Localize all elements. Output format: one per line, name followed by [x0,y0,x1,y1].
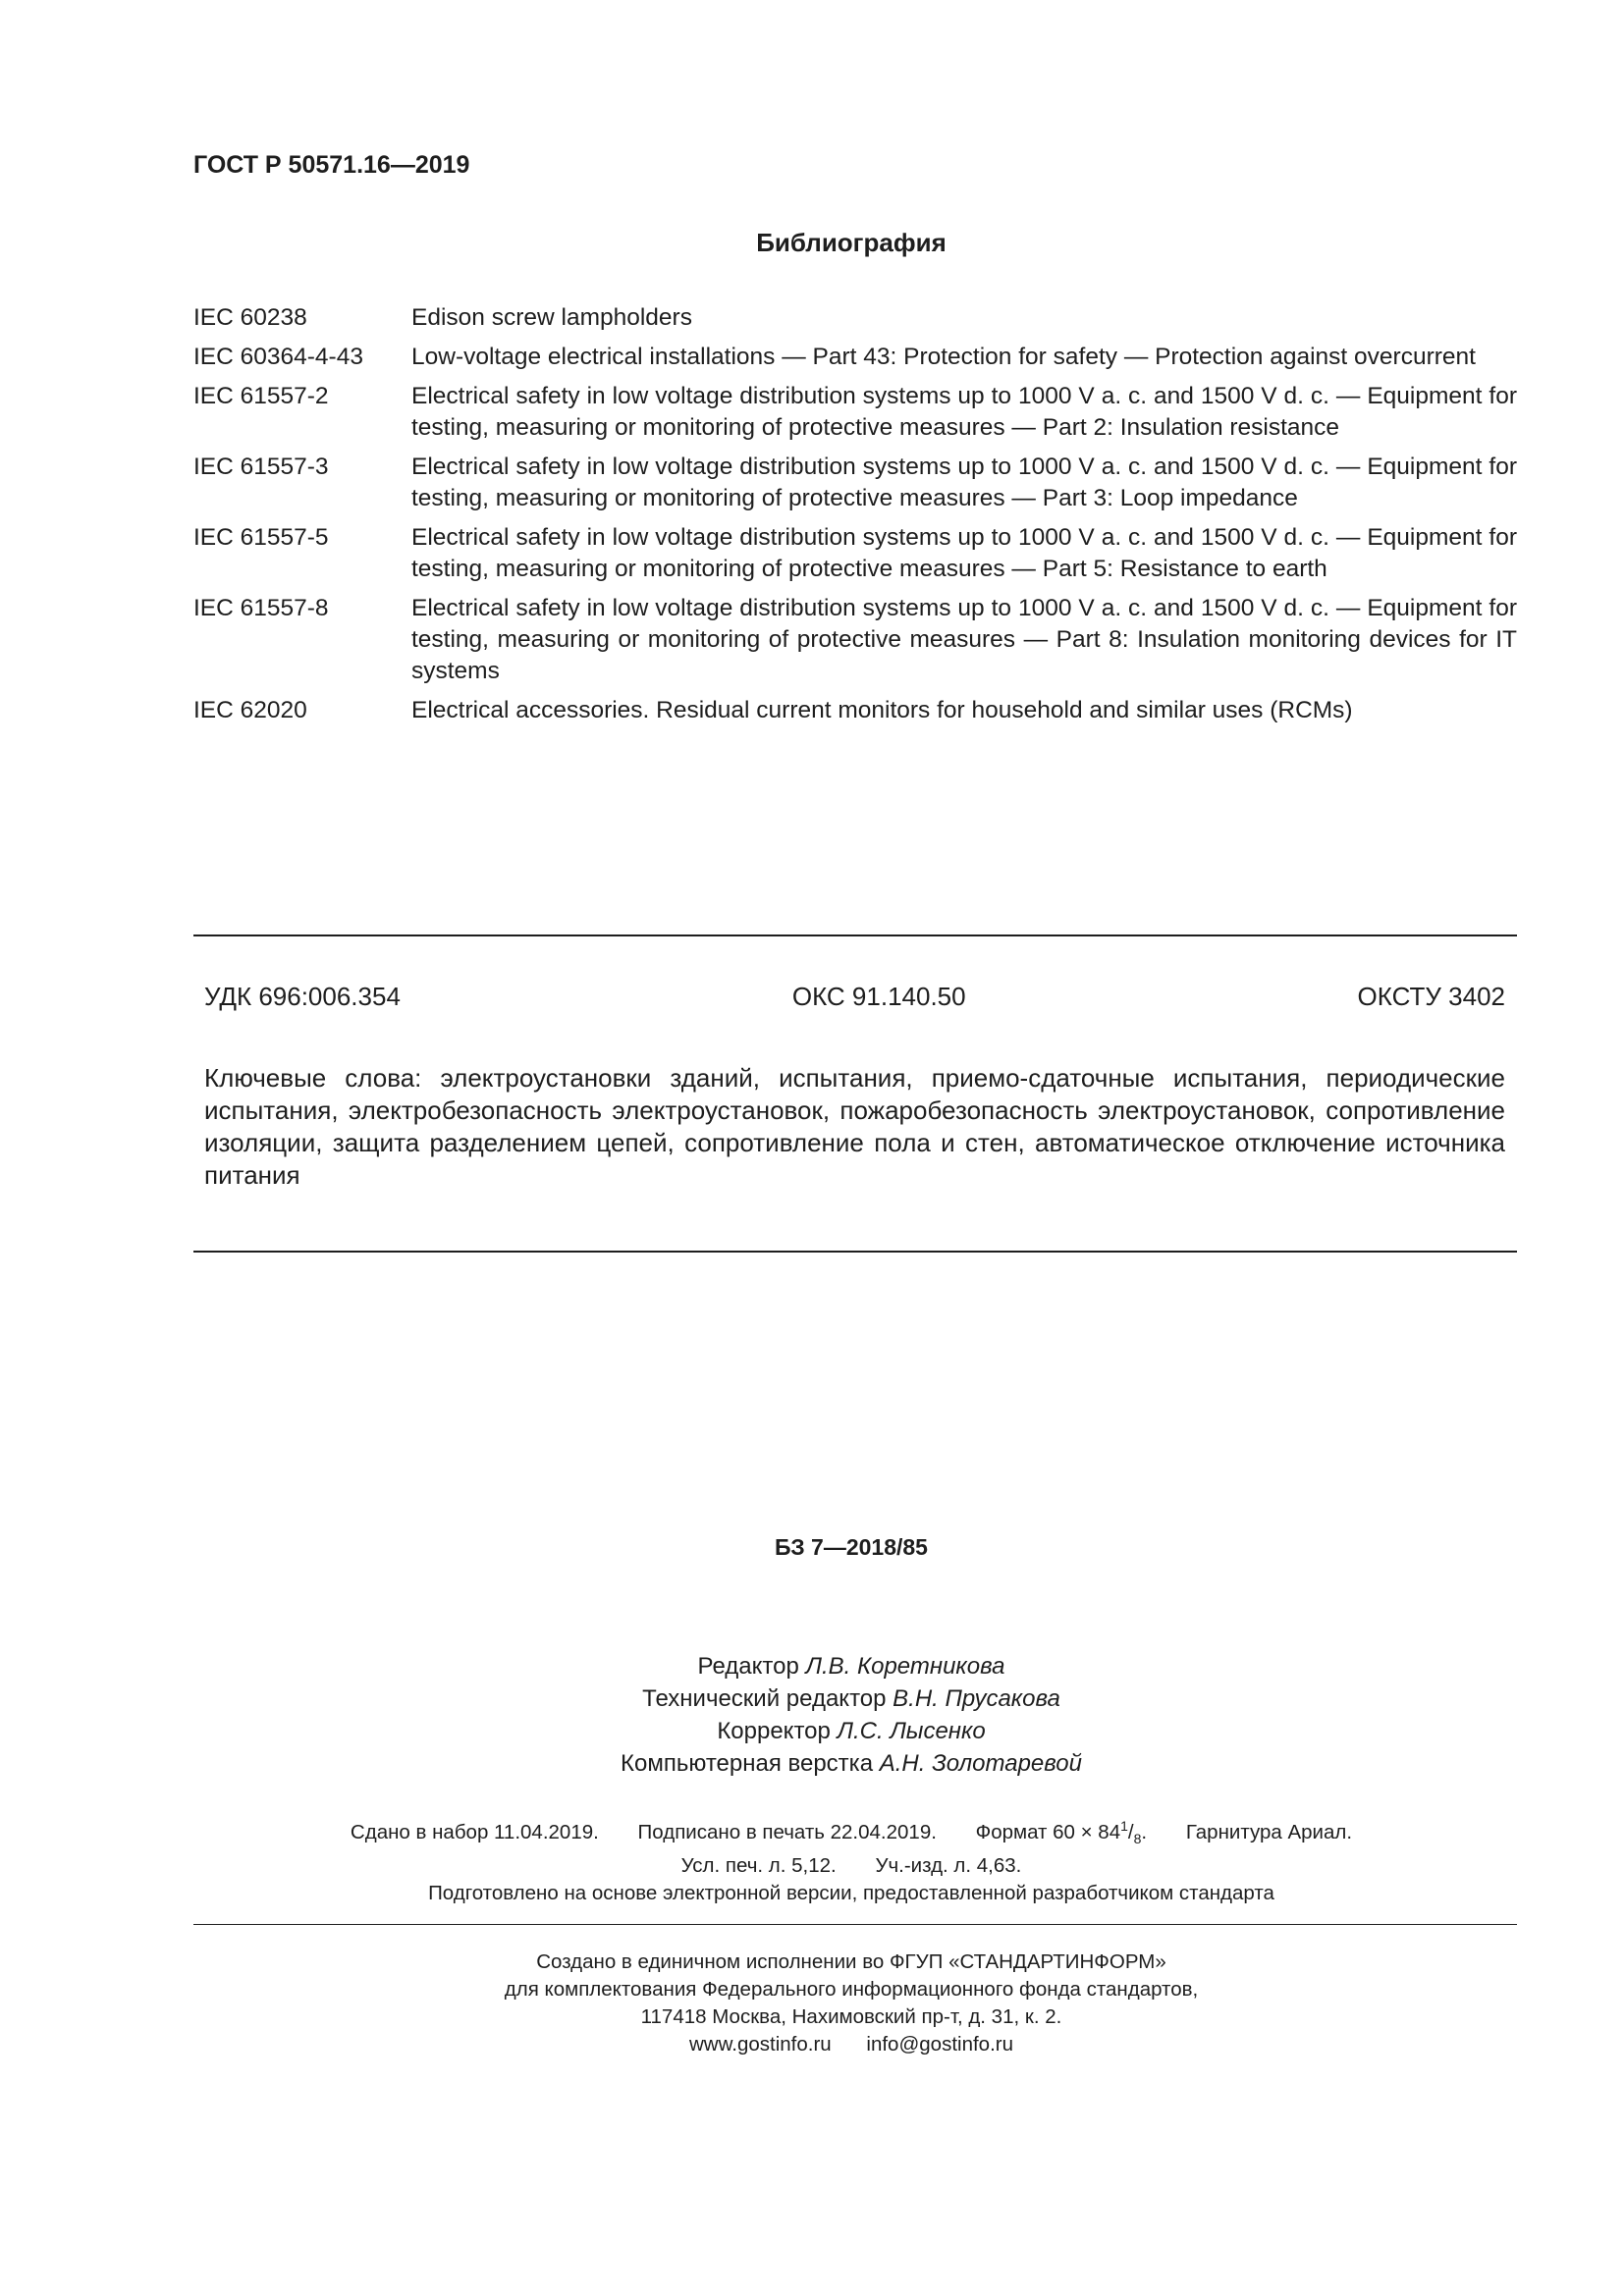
bibliography-item-title: Electrical safety in low voltage distribution systems up to 1000 V a. c. and 1500 V d. c. — Equipment for testing, measuring or monitoring of protective measures — Part 3: Loop impedance [411,454,1517,511]
bibliography-item-code: IEC 60238 [193,304,307,331]
signed-date: Подписано в печать 22.04.2019. [637,1820,937,1843]
bibliography-item-title: Electrical safety in low voltage distribution systems up to 1000 V a. c. and 1500 V d. c. — Equipment for testing, measuring or monitoring of protective measures — Part 8: Insulation monitoring devices for IT systems [411,595,1517,684]
bibliography-title: Библиография [756,228,947,257]
editor-name: В.Н. Прусакова [893,1685,1060,1712]
oks-code: ОКС 91.140.50 [791,982,966,1011]
paper-format: Формат $60 \times 84^1/_8$. [975,1818,1148,1846]
publisher-address: 117418 Москва, Нахимовский пр-т, д. 31, к. 2. [640,2005,1062,2028]
divider-rule [193,1251,1517,1253]
print-info-line-2 [0,1852,1624,1880]
editor-name: Л.С. Лысенко [837,1718,986,1744]
bibliography-list [193,302,1517,734]
technical-editor-line [0,1682,1624,1715]
editor-name: А.Н. Золотаревой [879,1750,1082,1777]
keywords-paragraph: Ключевые слова: электроустановки зданий, испытания, приемо-сдаточные испытания, периодические испытания, электробезопасность электроустановок, пожаробезопасность электроустановок, сопротивление изоляции, защита разделением цепей, сопротивление пола и стен, автоматическое отключение источника питания [204,1063,1505,1190]
bibliography-item-code: IEC 61557-8 [193,595,329,621]
layout-line [0,1747,1624,1780]
bibliography-item-code: IEC 62020 [193,697,307,723]
bibliography-item-title: Electrical safety in low voltage distribution systems up to 1000 V a. c. and 1500 V d. c. — Equipment for testing, measuring or monitoring of protective measures — Part 2: Insulation resistance [411,383,1517,441]
submitted-date: Сдано в набор 11.04.2019. [350,1820,599,1843]
editor-name: Л.В. Коретникова [805,1653,1005,1680]
editor-role: Корректор [717,1718,831,1744]
editor-line [0,1650,1624,1682]
bibliography-item-code: IEC 61557-3 [193,454,329,480]
editors-block [0,1650,1624,1780]
bibliography-item [193,342,1517,373]
bibliography-item [193,302,1517,334]
udk-code: УДК 696:006.354 [204,982,401,1011]
bibliography-item [193,522,1517,585]
okstu-code: ОКСТУ 3402 [1357,982,1505,1011]
publisher-line-2: для комплектования Федерального информационного фонда стандартов, [504,1978,1199,2001]
editor-role: Компьютерная верстка [621,1750,874,1777]
editor-role: Редактор [697,1653,799,1680]
bibliography-item [193,695,1517,726]
classification-codes [204,982,1505,1012]
bibliography-item-title: Low-voltage electrical installations — Part 43: Protection for safety — Protection against overcurrent [411,344,1476,370]
publisher-block [0,1949,1624,2058]
bz-code: БЗ 7—2018/85 [775,1534,928,1560]
publisher-line-1: Создано в единичном исполнении во ФГУП «СТАНДАРТИНФОРМ» [536,1950,1166,1973]
format-numerator: 1 [1120,1818,1128,1834]
editor-role: Технический редактор [642,1685,887,1712]
publisher-contacts [0,2031,1624,2058]
bibliography-item-code: IEC 61557-5 [193,524,329,551]
print-info-block [0,1812,1624,1907]
typeface: Гарнитура Ариал. [1185,1820,1353,1843]
bibliography-item-title: Edison screw lampholders [411,304,692,331]
website-link[interactable]: www.gostinfo.ru [689,2033,832,2056]
bibliography-item-code: IEC 60364-4-43 [193,344,363,370]
document-code: ГОСТ Р 50571.16—2019 [193,151,470,179]
print-sheets: Усл. печ. л. 5,12. [680,1853,837,1877]
prepared-note: Подготовлено на основе электронной версии, предоставленной разработчиком стандарта [428,1881,1274,1904]
bibliography-item [193,593,1517,687]
publication-sheets: Уч.-изд. л. 4,63. [875,1853,1022,1877]
bibliography-item [193,381,1517,444]
format-denominator: 8 [1133,1830,1142,1846]
paper-format-suffix: . [1141,1820,1148,1843]
divider-rule [193,934,1517,936]
paper-format-prefix: Формат 60 × 84 [975,1820,1121,1843]
proofreader-line [0,1715,1624,1747]
bibliography-item-title: Electrical accessories. Residual current monitors for household and similar uses (RCMs) [411,697,1353,723]
divider-rule [193,1924,1517,1925]
print-info-line-1 [0,1812,1624,1852]
bibliography-item [193,452,1517,514]
bibliography-item-title: Electrical safety in low voltage distribution systems up to 1000 V a. c. and 1500 V d. c. — Equipment for testing, measuring or monitoring of protective measures — Part 5: Resistance to earth [411,524,1517,582]
bibliography-item-code: IEC 61557-2 [193,383,329,409]
email-link[interactable]: info@gostinfo.ru [866,2033,1013,2056]
